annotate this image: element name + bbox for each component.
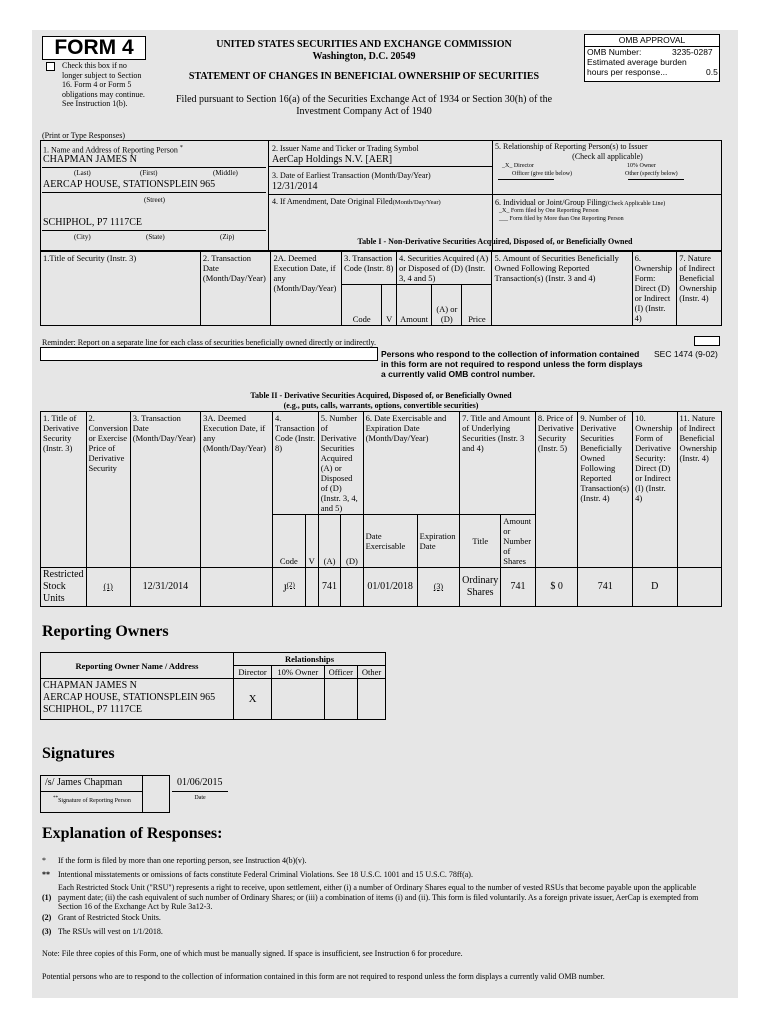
explanation-heading: Explanation of Responses: <box>42 825 223 842</box>
line <box>40 791 142 792</box>
expl-fn2 <box>42 913 722 923</box>
expl-star1-mark: * <box>42 856 46 865</box>
t2-h5: 5. Number of Derivative Securities Acquired (A) or Disposed of (D) (Instr. 3, 4, and 5) <box>318 412 363 515</box>
t1-col2: 2. Transaction Date (Month/Day/Year) <box>200 252 271 326</box>
info-divider <box>492 194 722 195</box>
filed-by-one[interactable]: _X_ Form filed by One Reporting Person <box>499 208 599 214</box>
t2-conv <box>86 568 130 607</box>
box4-label <box>272 197 441 208</box>
expl-star1-text: If the form is filed by more than one reporting person, see Instruction 4(b)(v). <box>58 856 307 865</box>
expl-fn1-text: Each Restricted Stock Unit ("RSU") represents a right to receive, upon settlement, either (i) a number of Ordinary Shares equal to the number of vested RSUs that become payable upon the applicable payment date; (ii) the cash equivalent of such number of Ordinary Shares; or (iii) a combination of items (i) and (ii). This form is filed voluntarily. As a foreign private issuer, AerCap is exempted from Section 16 of the Exchange Act by Rule 3a12-3. <box>58 883 699 911</box>
t1-col2a: 2A. Deemed Execution Date, if any (Month/Day/Year) <box>271 252 341 326</box>
signatures-heading: Signatures <box>42 745 115 762</box>
line <box>172 791 228 792</box>
ro-col-10pct: 10% Owner <box>272 666 324 679</box>
t2-h6: 6. Date Exercisable and Expiration Date (Month/Day/Year) <box>363 412 460 515</box>
t2-owned: 741 <box>578 568 633 607</box>
form-title: FORM 4 <box>54 36 134 59</box>
ro-officer-cell <box>324 679 358 720</box>
box1-star: * <box>179 145 183 151</box>
t2-price: $ 0 <box>535 568 578 607</box>
table2-title: Table II - Derivative Securities Acquired, Disposed of, or Beneficially Owned <box>250 391 512 400</box>
t2-security: Restricted Stock Units <box>41 568 87 607</box>
expl-star2 <box>42 870 722 880</box>
label-middle: (Middle) <box>213 169 238 177</box>
expl-fn2-text: Grant of Restricted Stock Units. <box>58 913 161 922</box>
t2-code <box>272 568 305 607</box>
ro-col-other: Other <box>358 666 386 679</box>
table-row <box>41 568 722 607</box>
expl-star2-mark: ** <box>42 870 50 879</box>
relationship-officer[interactable]: Officer (give title below) <box>512 171 573 177</box>
filed-by-more[interactable]: ___ Form filed by More than One Reporting Person <box>499 216 624 222</box>
t1-col3: 3. Transaction Code (Instr. 8) <box>341 252 396 285</box>
t2-a: 741 <box>318 568 341 607</box>
reporting-person-city: SCHIPHOL, P7 1117CE <box>43 217 142 228</box>
relationship-10pct-owner[interactable]: 10% Owner <box>627 163 656 169</box>
expl-potential: Potential persons who are to respond to the collection of information contained in this form are not required to respond unless the form displays a currently valid OMB number. <box>42 972 605 981</box>
label-zip: (Zip) <box>220 233 235 241</box>
ro-col-director: Director <box>234 666 272 679</box>
reporting-person-street: AERCAP HOUSE, STATIONSPLEIN 965 <box>43 179 216 190</box>
relationship-director[interactable]: _X_ Director <box>502 163 534 169</box>
box4-label-text: 4. If Amendment, Date Original Filed <box>272 197 393 206</box>
signature-date: 01/06/2015 <box>177 777 223 788</box>
t2-d <box>341 568 363 607</box>
omb-number-value: 3235-0287 <box>672 47 713 57</box>
t2-code-value: J <box>282 583 287 595</box>
t1-sub-v: V <box>382 285 397 326</box>
t2-h11: 11. Nature of Indirect Beneficial Ownership (Instr. 4) <box>677 412 722 568</box>
t2-h1: 1. Title of Derivative Security (Instr. 3) <box>41 412 87 568</box>
t2-conv-footnote[interactable]: (1) <box>103 582 113 591</box>
signature-value: /s/ James Chapman <box>45 777 123 788</box>
reporting-owners-heading: Reporting Owners <box>42 623 169 640</box>
t2-h3: 3. Transaction Date (Month/Day/Year) <box>130 412 200 568</box>
ro-owner-name: CHAPMAN JAMES N <box>43 680 137 691</box>
box5-label: 5. Relationship of Reporting Person(s) to Issuer <box>495 142 648 151</box>
omb-title: OMB APPROVAL <box>618 35 686 45</box>
table2 <box>40 411 722 607</box>
box5-sub: (Check all applicable) <box>572 152 643 161</box>
label-last: (Last) <box>74 169 91 177</box>
t2-sub-code: Code <box>272 515 305 568</box>
line <box>42 192 266 193</box>
ro-owner-city: SCHIPHOL, P7 1117CE <box>43 704 142 715</box>
notice-blank-box <box>40 347 378 361</box>
expl-fn3-text: The RSUs will vest on 1/1/2018. <box>58 927 163 936</box>
ro-owner-street: AERCAP HOUSE, STATIONSPLEIN 965 <box>43 692 216 703</box>
info-divider <box>492 140 493 251</box>
box1-label-text: 1. Name and Address of Reporting Person <box>43 145 178 155</box>
sec-code: SEC 1474 (9-02) <box>654 349 718 359</box>
statement-title: STATEMENT OF CHANGES IN BENEFICIAL OWNERSHIP OF SECURITIES <box>188 71 540 82</box>
persons-notice: Persons who respond to the collection of information contained in this form are not required to respond unless the form displays a currently valid OMB control number. <box>381 349 643 379</box>
t2-h10: 10. Ownership Form of Derivative Security: Direct (D) or Indirect (I) (Instr. 4) <box>633 412 677 568</box>
omb-number-label: OMB Number: <box>587 47 642 57</box>
t1-col6: 6. Ownership Form: Direct (D) or Indirect (I) (Instr. 4) <box>632 252 677 326</box>
reminder: Reminder: Report on a separate line for each class of securities beneficially owned directly or indirectly. <box>42 338 377 347</box>
t1-sub-aord: (A) or (D) <box>432 285 462 326</box>
expl-fn2-mark: (2) <box>42 913 52 922</box>
t2-sub-expiration: Expiration Date <box>417 515 460 568</box>
ro-col-officer: Officer <box>324 666 358 679</box>
info-divider <box>268 194 492 195</box>
expl-star2-text: Intentional misstatements or omissions of facts constitute Federal Criminal Violations. See 18 U.S.C. 1001 and 15 U.S.C. 78ff(a). <box>58 870 473 879</box>
signature-label <box>44 795 140 805</box>
expl-fn3 <box>42 927 722 937</box>
reporting-person-name: CHAPMAN JAMES N <box>43 154 137 165</box>
expl-fn3-mark: (3) <box>42 927 52 936</box>
print-note: (Print or Type Responses) <box>42 131 126 140</box>
no-longer-subject-checkbox[interactable] <box>46 62 55 71</box>
t2-h3a: 3A. Deemed Execution Date, if any (Month/Day/Year) <box>201 412 273 568</box>
expl-note: Note: File three copies of this Form, one of which must be manually signed. If space is insufficient, see Instruction 6 for procedure. <box>42 949 463 958</box>
t2-expiration <box>417 568 460 607</box>
ro-relationships: Relationships <box>234 653 386 666</box>
t2-form: D <box>633 568 677 607</box>
filed-pursuant: Filed pursuant to Section 16(a) of the Securities Exchange Act of 1934 or Section 30(h) of the Investment Company Act of 1940 <box>175 94 553 117</box>
t2-h7: 7. Title and Amount of Underlying Securities (Instr. 3 and 4) <box>460 412 536 515</box>
signature-date-label: Date <box>194 795 206 801</box>
expl-fn1-mark: (1) <box>42 893 52 902</box>
t2-expiration-footnote[interactable]: (3) <box>433 582 444 591</box>
t2-v <box>305 568 318 607</box>
t1-sub-price: Price <box>462 285 492 326</box>
t2-code-footnote[interactable]: (2) <box>286 580 295 589</box>
t2-sub-amount: Amount or Number of Shares <box>501 515 536 568</box>
form-page <box>32 30 738 998</box>
t2-h4: 4. Transaction Code (Instr. 8) <box>272 412 318 515</box>
line <box>42 230 266 231</box>
t1-col1: 1.Title of Security (Instr. 3) <box>41 252 201 326</box>
omb-burden-label: Estimated average burden <box>587 57 687 67</box>
label-first: (First) <box>140 169 158 177</box>
t2-date: 12/31/2014 <box>130 568 200 607</box>
ro-director-mark: X <box>234 679 272 720</box>
expl-fn1 <box>42 883 718 912</box>
box3-label: 3. Date of Earliest Transaction (Month/Day/Year) <box>272 171 431 180</box>
notice-right-box <box>694 336 720 346</box>
t2-amount: 741 <box>501 568 536 607</box>
t2-sub-title: Title <box>460 515 501 568</box>
t2-nature <box>677 568 722 607</box>
table1-title: Table I - Non-Derivative Securities Acquired, Disposed of, or Beneficially Owned <box>357 237 633 246</box>
line <box>498 179 554 180</box>
label-street: (Street) <box>144 196 165 204</box>
label-city: (City) <box>74 233 91 241</box>
ro-col-name: Reporting Owner Name / Address <box>41 653 234 679</box>
omb-hours-label: hours per response... <box>587 67 668 77</box>
signature-star: ** <box>53 796 59 801</box>
t2-sub-d: (D) <box>341 515 363 568</box>
ro-10pct-cell <box>272 679 324 720</box>
line <box>142 775 143 813</box>
table1 <box>40 251 722 326</box>
t1-sub-amount: Amount <box>396 285 431 326</box>
t2-title: Ordinary Shares <box>460 568 501 607</box>
agency-name: UNITED STATES SECURITIES AND EXCHANGE COMMISSION <box>216 39 512 50</box>
box4-label-small: (Month/Day/Year) <box>392 199 441 206</box>
line <box>628 179 684 180</box>
t2-h2: 2. Conversion or Exercise Price of Derivative Security <box>86 412 130 568</box>
earliest-transaction-date: 12/31/2014 <box>272 181 318 192</box>
reporting-owners-table <box>40 652 386 720</box>
t2-h9: 9. Number of Derivative Securities Beneficially Owned Following Reported Transaction(s) (Instr. 4) <box>578 412 633 568</box>
t1-sub-code: Code <box>341 285 381 326</box>
t2-sub-v: V <box>305 515 318 568</box>
t2-sub-date-exercisable: Date Exercisable <box>363 515 417 568</box>
box2-label: 2. Issuer Name and Ticker or Trading Symbol <box>272 144 419 153</box>
table2-subtitle: (e.g., puts, calls, warrants, options, convertible securities) <box>283 401 479 410</box>
t1-col4: 4. Securities Acquired (A) or Disposed of (D) (Instr. 3, 4 and 5) <box>396 252 492 285</box>
table-row <box>41 679 386 720</box>
box6-label-text: 6. Individual or Joint/Group Filing <box>495 198 606 207</box>
t2-sub-a: (A) <box>318 515 341 568</box>
label-state: (State) <box>146 233 165 241</box>
ro-owner <box>41 679 234 720</box>
info-divider <box>268 166 492 167</box>
line <box>42 167 266 168</box>
t2-h8: 8. Price of Derivative Security (Instr. 5) <box>535 412 578 568</box>
omb-hours-value: 0.5 <box>706 67 718 77</box>
box6-label-small: (Check Applicable Line) <box>605 201 666 207</box>
expl-star1 <box>42 856 722 866</box>
info-divider <box>268 140 269 251</box>
relationship-other[interactable]: Other (specify below) <box>625 171 678 177</box>
signature-label-text: Signature of Reporting Person <box>58 798 131 804</box>
issuer-name: AerCap Holdings N.V. [AER] <box>272 154 393 165</box>
agency-location: Washington, D.C. 20549 <box>312 51 416 62</box>
t1-col7: 7. Nature of Indirect Beneficial Ownership (Instr. 4) <box>677 252 722 326</box>
t1-col5: 5. Amount of Securities Beneficially Owned Following Reported Transaction(s) (Instr. 3 and 4) <box>492 252 632 326</box>
ro-other-cell <box>358 679 386 720</box>
t2-deemed <box>201 568 273 607</box>
check-box-text: Check this box if no longer subject to Section 16. Form 4 or Form 5 obligations may continue. See Instruction 1(b). <box>62 61 145 108</box>
t2-exercisable: 01/01/2018 <box>363 568 417 607</box>
